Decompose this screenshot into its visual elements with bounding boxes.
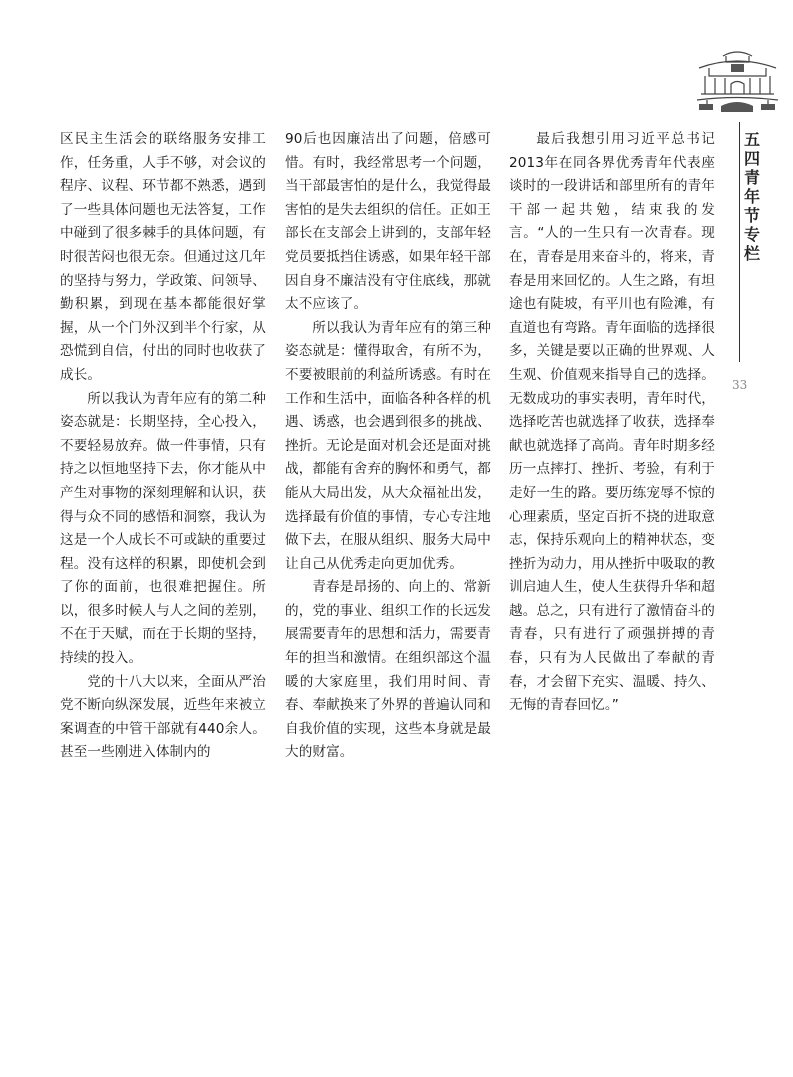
sidebar-divider — [739, 122, 740, 362]
section-title: 五四青年节专栏 — [743, 130, 760, 263]
paragraph: 青春是昂扬的、向上的、常新的，党的事业、组织工作的长远发展需要青年的思想和活力，需要青年的担当和激情。在组织部这个温暖的大家庭里，我们用时间、青春、奉献换来了外界的普遍认同和自我价值的实现，这些本身就是最大的财富。 — [285, 579, 491, 761]
paragraph: 所以我认为青年应有的第二种姿态就是：长期坚持，全心投入，不要轻易放弃。做一件事情，只有持之以恒地坚持下去，你才能从中产生对事物的深刻理解和认识，获得与众不同的感悟和洞察，我认为这是一个人成长不可或缺的重要过程。没有这样的积累，即使机会到了你的面前，也很难把握住。所以，很多时候人与人之间的差别，不在于天赋，而在于长期的坚持，持续的投入。 — [60, 390, 266, 667]
article-column-2 — [285, 128, 491, 765]
paragraph: 区民主生活会的联络服务安排工作，任务重，人手不够，对会议的程序、议程、环节都不熟悉，遇到了一些具体问题也无法答复，工作中碰到了很多棘手的具体问题，有时很苦闷也很无奈。但通过这几年的坚持与努力，学政策、问领导、勤积累，到现在基本都能很好掌握，从一个门外汉到半个行家，从恐慌到自信，付出的同时也收获了成长。 — [60, 131, 266, 383]
paragraph: 所以我认为青年应有的第三种姿态就是：懂得取舍，有所不为，不要被眼前的利益所诱惑。有时在工作和生活中，面临各种各样的机遇、诱惑，也会遇到很多的挑战、挫折。无论是面对机会还是面对挑战，都能有舍弃的胸怀和勇气，都能从大局出发，从大众福祉出发，选择最有价值的事情，专心专注地做下去，在服从组织、服务大局中让自己从优秀走向更加优秀。 — [285, 319, 491, 572]
paragraph: 90后也因廉洁出了问题，倍感可惜。有时，我经常思考一个问题，当干部最害怕的是什么，我觉得最害怕的是失去组织的信任。正如王部长在支部会上讲到的，支部年轻党员要抵挡住诱惑，如果年轻干部因自身不廉洁没有守住底线，那就太不应该了。 — [285, 131, 491, 313]
paragraph: 党的十八大以来，全面从严治党不断向纵深发展，近些年来被立案调查的中管干部就有440余人。甚至一些刚进入体制内的 — [60, 673, 266, 761]
pavilion-emblem-icon — [695, 48, 780, 114]
paragraph: 最后我想引用习近平总书记2013年在同各界优秀青年代表座谈时的一段讲话和部里所有的青年干部一起共勉，结束我的发言。“人的一生只有一次青春。现在，青春是用来奋斗的，将来，青春是用来回忆的。人生之路，有坦途也有陡坡，有平川也有险滩，有直道也有弯路。青年面临的选择很多，关键是要以正确的世界观、人生观、价值观来指导自己的选择。无数成功的事实表明，青年时代，选择吃苦也就选择了收获，选择奉献也就选择了高尚。青年时期多经历一点摔打、挫折、考验，有利于走好一生的路。要历练宠辱不惊的心理素质，坚定百折不挠的进取意志，保持乐观向上的精神状态，变挫折为动力，用从挫折中吸取的教训启迪人生，使人生获得升华和超越。总之，只有进行了激情奋斗的青春，只有进行了顽强拼搏的青春，只有为人民做出了奉献的青春，才会留下充实、温暖、持久、无悔的青春回忆。” — [509, 131, 715, 714]
article-column-1 — [60, 128, 266, 765]
article-column-3 — [509, 128, 715, 718]
page-number: 33 — [732, 378, 748, 392]
